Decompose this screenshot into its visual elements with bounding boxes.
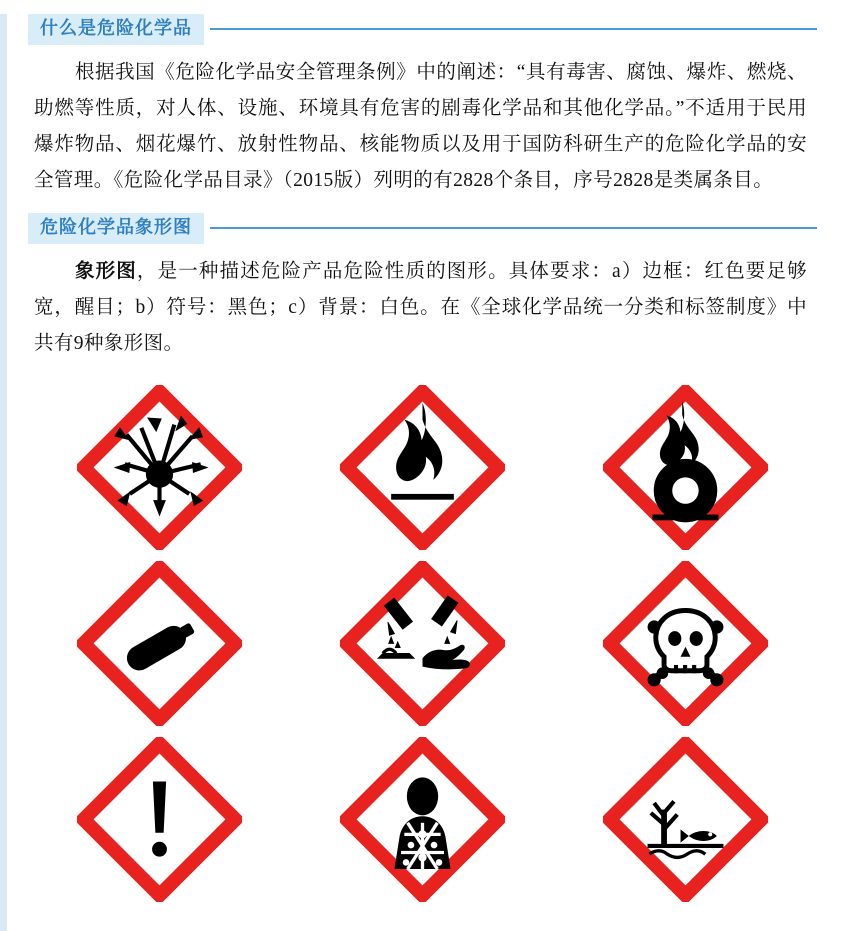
corrosive-pictogram — [340, 561, 505, 726]
environment-hazard-pictogram — [603, 737, 768, 902]
explosive-pictogram — [77, 385, 242, 550]
heading-rule — [210, 28, 817, 30]
section-heading-label: 危险化学品象形图 — [28, 213, 204, 244]
exclamation-pictogram — [77, 737, 242, 902]
document-page — [0, 14, 847, 931]
pictogram-grid — [28, 380, 817, 908]
paragraph-definition: 根据我国《危险化学品安全管理条例》中的阐述：“具有毒害、腐蚀、爆炸、燃烧、助燃等性质，对人体、设施、环境具有危害的剧毒化学品和其他化学品。”不适用于民用爆炸物品、烟花爆竹、放射性物品、核能物质以及用于国防科研生产的危险化学品的安全管理。《危险化学品目录》（2015版）列明的有2828个条目，序号2828是类属条目。 — [34, 61, 807, 191]
left-accent-bar — [0, 14, 7, 931]
document-content — [0, 14, 847, 908]
flammable-pictogram — [340, 385, 505, 550]
section-heading-what-is — [28, 14, 817, 45]
gas-cylinder-pictogram — [77, 561, 242, 726]
heading-rule — [210, 227, 817, 229]
oxidizer-pictogram — [603, 385, 768, 550]
paragraph-pictogram-intro — [34, 254, 807, 362]
section-heading-pictograms — [28, 213, 817, 244]
acute-toxicity-pictogram — [603, 561, 768, 726]
section-heading-label: 什么是危险化学品 — [28, 14, 204, 45]
paragraph-lead-term: 象形图 — [74, 260, 137, 282]
paragraph-rest: ，是一种描述危险产品危险性质的图形。具体要求：a）边框：红色要足够宽，醒目；b）符号：黑色；c）背景：白色。在《全球化学品统一分类和标签制度》中共有9种象形图。 — [34, 260, 808, 354]
health-hazard-pictogram — [340, 737, 505, 902]
